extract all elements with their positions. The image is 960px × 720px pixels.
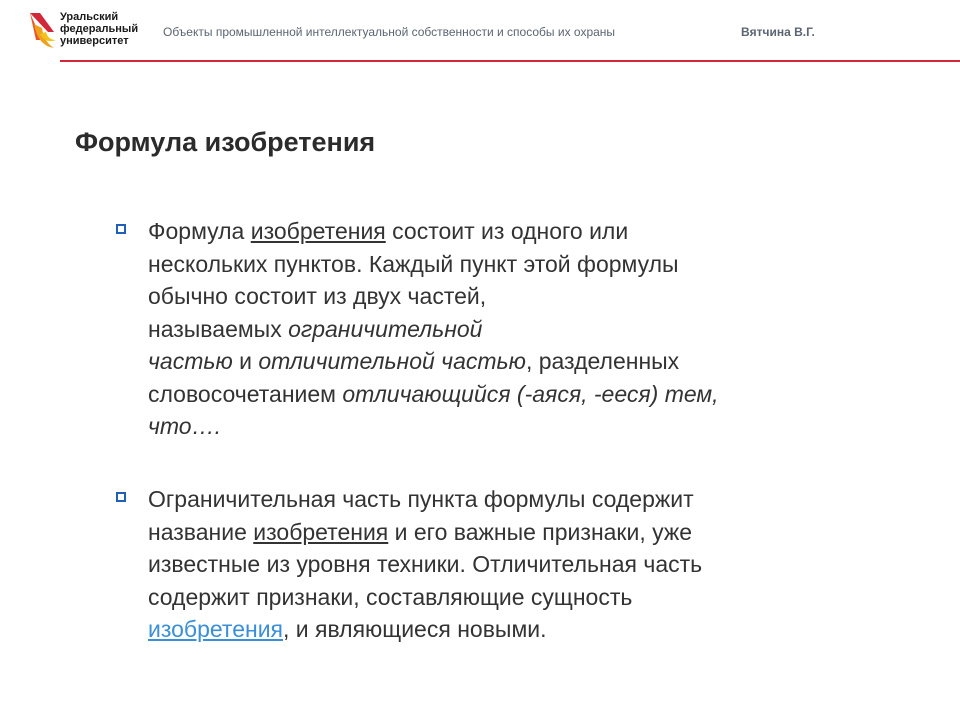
bullet-item [116,215,836,443]
bullet-text [148,483,836,646]
bullet-text [148,215,836,443]
logo-line: федеральный [60,23,139,35]
logo-line: университет [60,35,129,47]
header-divider [60,60,960,62]
invention-link[interactable]: изобретения [253,518,389,545]
text-line: нескольких пунктов. Каждый пункт этой формулы [148,250,679,277]
text-line: известные из уровня техники. Отличительная часть [148,551,703,577]
text-line: что…. [148,413,221,439]
text-line: называемых ограничительной [148,315,483,342]
invention-hyperlink[interactable]: изобретения [148,616,283,642]
urfu-logo-icon [28,10,58,50]
bullet-item [116,483,836,646]
course-subject: Объекты промышленной интеллектуальной собственности и способы их охраны [163,25,616,39]
text-line: изобретения, и являющиеся новыми. [148,616,547,642]
text-line: Формула изобретения состоит из одного или [148,218,629,244]
text-line: Ограничительная часть пункта формулы содержит [148,486,694,512]
university-logo [28,10,173,52]
logo-line: Уральский [60,11,119,23]
text-line: название изобретения и его важные признаки, уже [148,518,693,545]
invention-link[interactable]: изобретения [250,218,386,244]
text-line: содержит признаки, составляющие сущность [148,583,633,610]
author-name: Вятчина В.Г. [741,25,815,39]
logo-wordmark [60,11,138,47]
text-line: частью и отличительной частью, разделенных [148,348,680,374]
slide-title: Формула изобретения [75,127,376,157]
text-line: словосочетанием отличающийся (-аяся, -ееся) тем, [148,380,719,407]
hollow-square-bullet-icon [116,224,126,234]
text-line: обычно состоит из двух частей, [148,283,487,309]
hollow-square-bullet-icon [116,492,126,502]
